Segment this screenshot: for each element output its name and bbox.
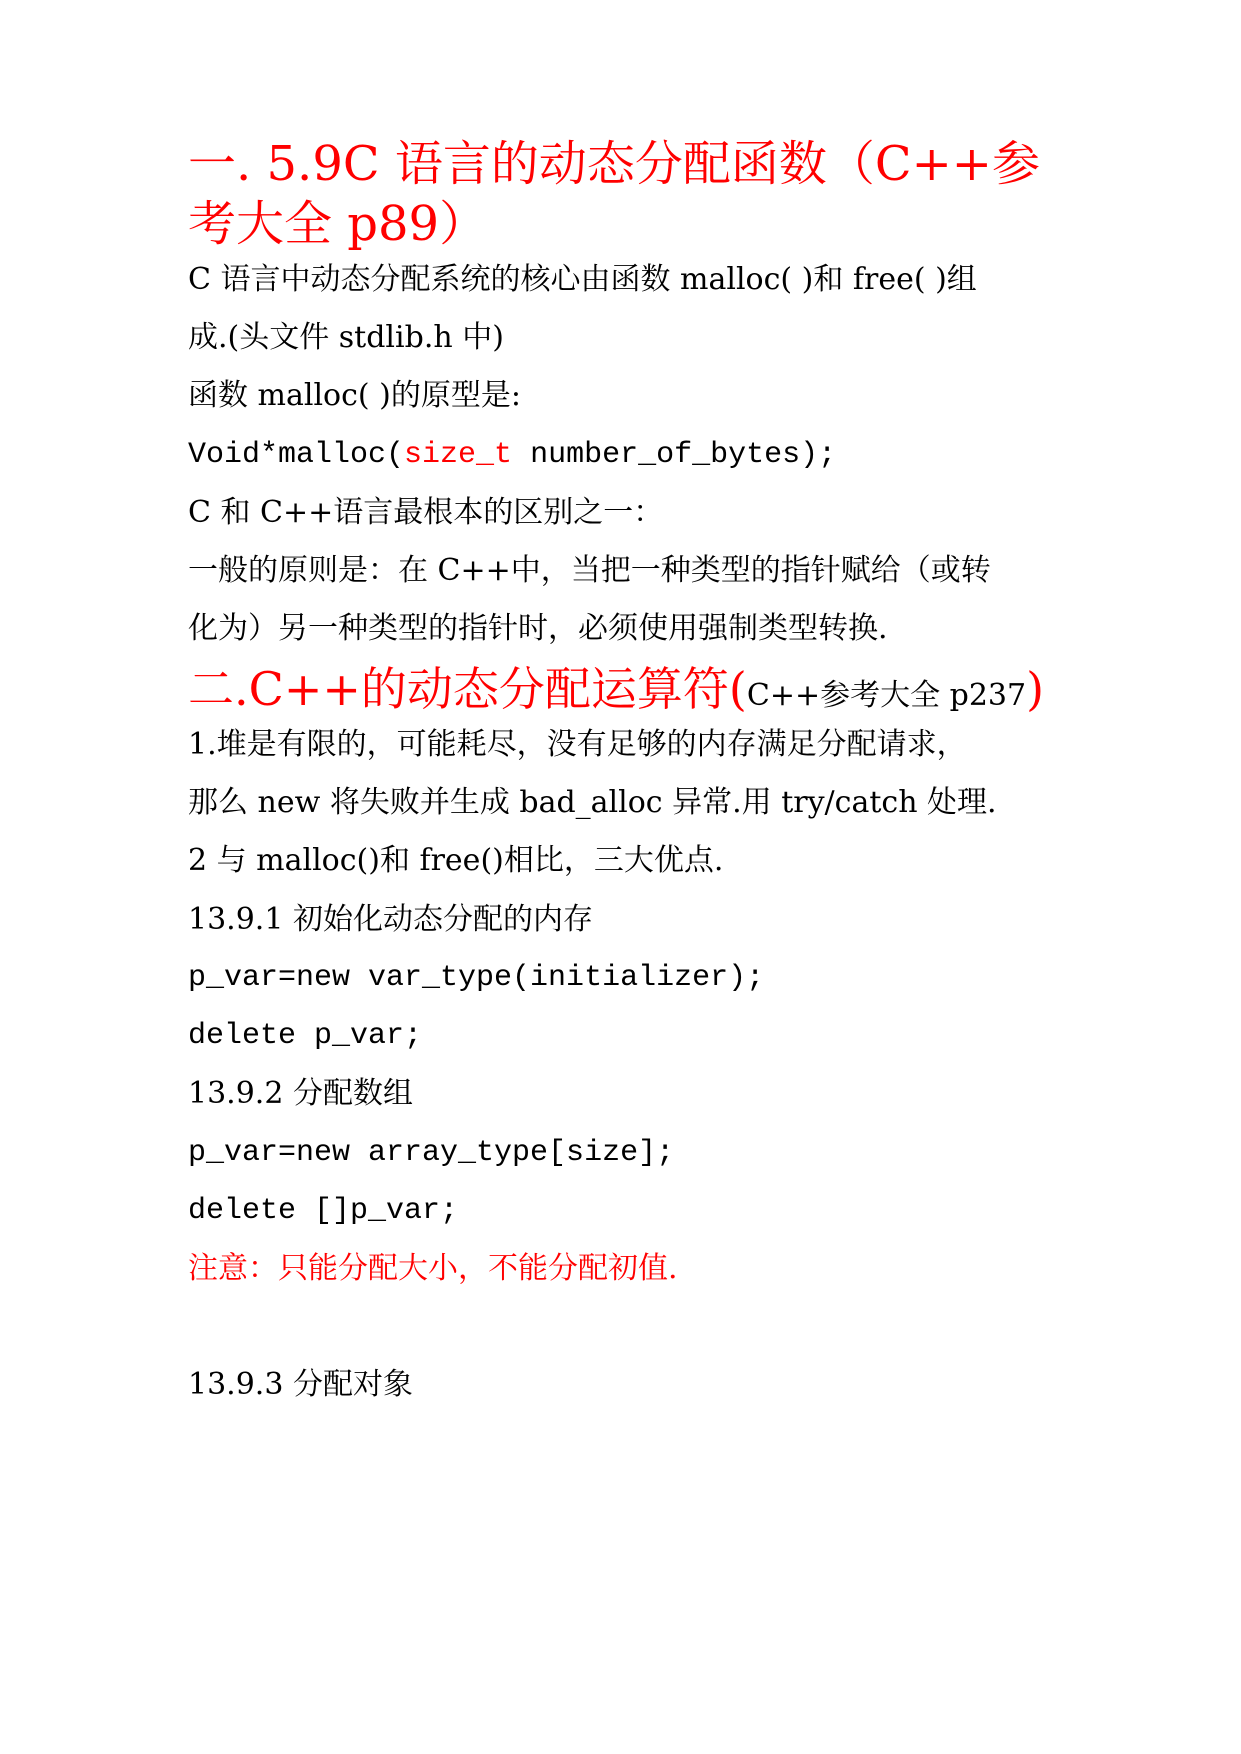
code-new-array: p_var=new array_type[size];: [188, 1136, 675, 1170]
note-text: 注意：只能分配大小，不能分配初值.: [188, 1251, 678, 1286]
section1-para4-line1: 一般的原则是：在 C++中，当把一种类型的指针赋给（或转: [188, 553, 991, 588]
section2-item1-line1: 1.堆是有限的，可能耗尽，没有足够的内存满足分配请求，: [188, 727, 967, 762]
section1-para3: C 和 C++语言最根本的区别之一：: [188, 495, 664, 530]
section1-heading-line2: 考大全 p89）: [188, 196, 488, 252]
prototype-size-type: size_t: [404, 438, 513, 472]
section2-heading-open-paren: (: [728, 662, 747, 716]
malloc-prototype: [188, 440, 836, 470]
section1-para2: 函数 malloc( )的原型是:: [188, 378, 521, 413]
section2-heading-reference: C++参考大全 p237: [746, 678, 1027, 713]
prototype-suffix: number_of_bytes);: [512, 438, 837, 472]
code-new-initializer: p_var=new var_type(initializer);: [188, 961, 765, 995]
section2-heading-main: 二.C++的动态分配运算符: [188, 662, 729, 716]
code-delete-var: delete p_var;: [188, 1019, 423, 1053]
section2-item2: 2 与 malloc()和 free()相比，三大优点.: [188, 843, 724, 878]
code-delete-array: delete []p_var;: [188, 1194, 459, 1228]
subsection-13-9-3-title: 13.9.3 分配对象: [188, 1367, 413, 1402]
section1-para4-line2: 化为）另一种类型的指针时，必须使用强制类型转换.: [188, 611, 888, 646]
section1-para1-line2: 成.(头文件 stdlib.h 中): [188, 320, 504, 355]
section2-heading-close-paren: ): [1026, 662, 1045, 716]
prototype-prefix: Void*malloc(: [188, 438, 405, 472]
section2-item1-line2: 那么 new 将失败并生成 bad_alloc 异常.用 try/catch 处理.: [188, 785, 997, 820]
section1-para1-line1: C 语言中动态分配系统的核心由函数 malloc( )和 free( )组: [188, 262, 977, 297]
section1-heading-line1: 一. 5.9C 语言的动态分配函数（C++参: [188, 136, 1041, 192]
subsection-13-9-2-title: 13.9.2 分配数组: [188, 1076, 413, 1111]
section2-heading: [188, 662, 1045, 716]
subsection-13-9-1-title: 13.9.1 初始化动态分配的内存: [188, 902, 593, 937]
